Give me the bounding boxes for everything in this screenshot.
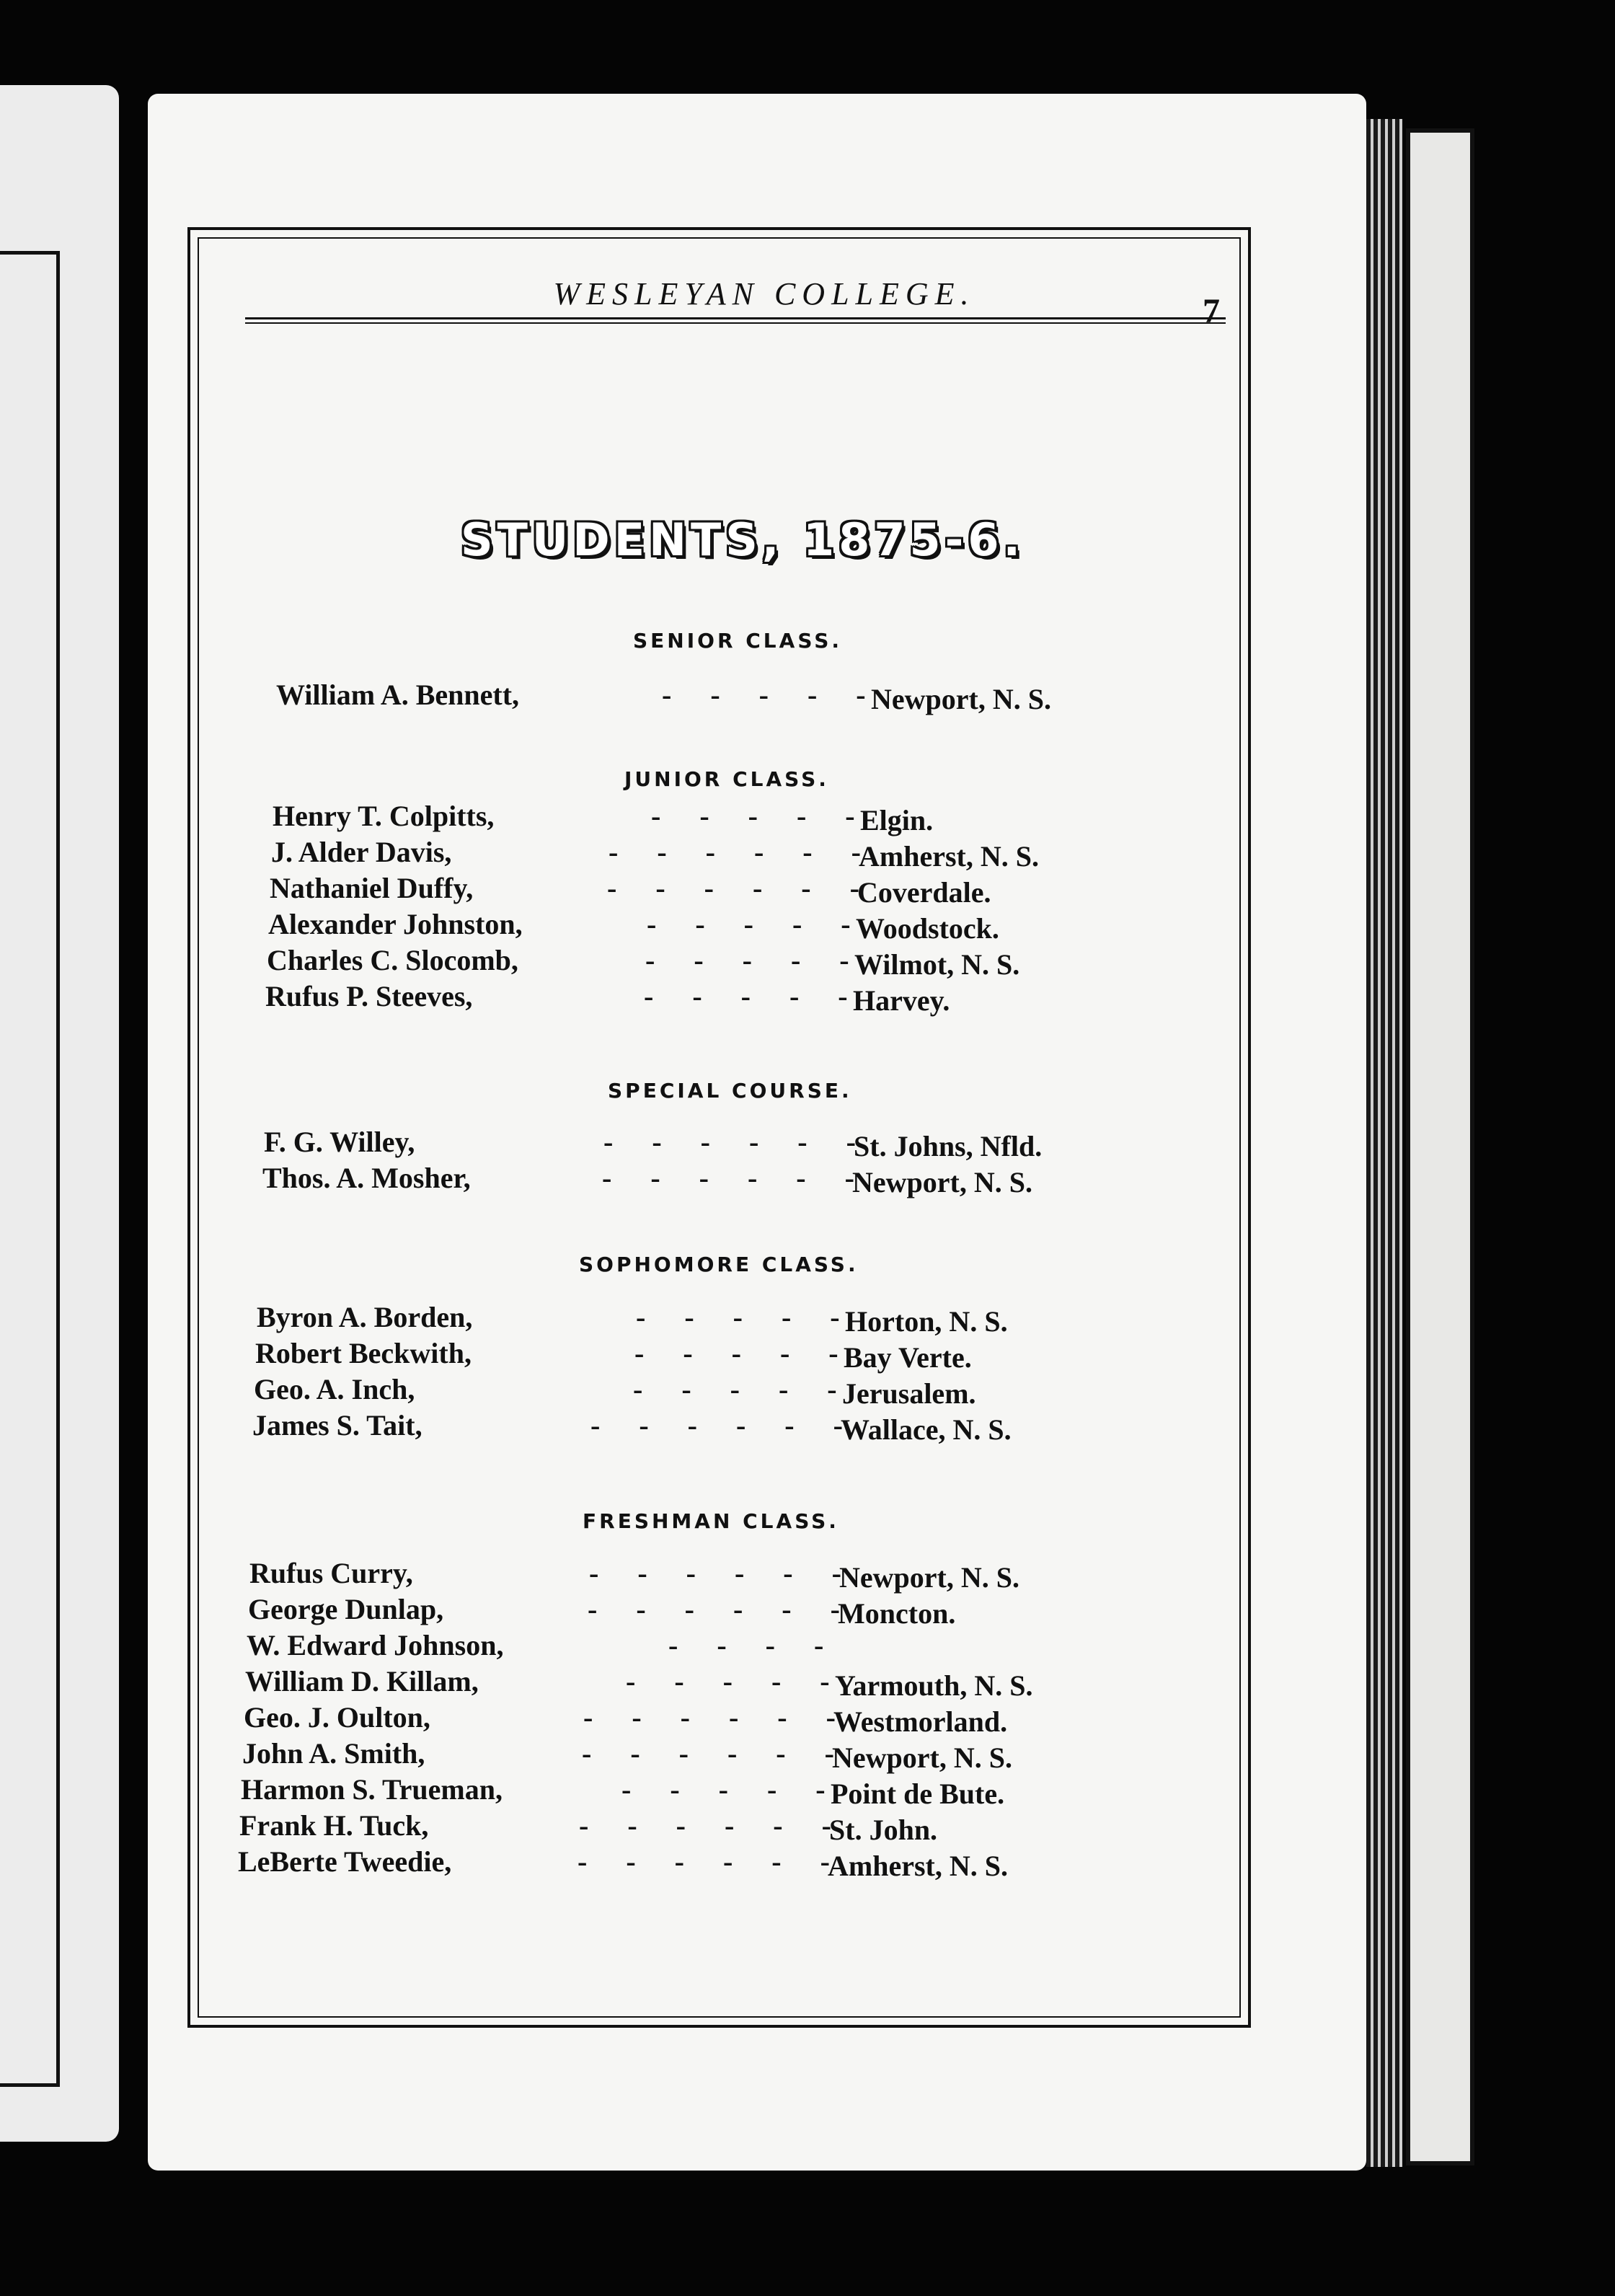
section-heading: FRESHMAN CLASS.: [583, 1509, 839, 1533]
student-hometown: Wallace, N. S.: [841, 1413, 1012, 1446]
page-stack-edge: [1366, 119, 1402, 2167]
student-name: LeBerte Tweedie,: [238, 1845, 452, 1878]
student-name: Geo. J. Oulton,: [244, 1701, 430, 1734]
section-heading: JUNIOR CLASS.: [624, 767, 829, 791]
student-name: Charles C. Slocomb,: [267, 944, 518, 976]
dot-leader: - - - - -: [645, 944, 849, 976]
student-name: James S. Tait,: [252, 1409, 422, 1441]
dot-leader: - - - - - -: [583, 1701, 836, 1734]
dot-leader: - - - - - -: [588, 1593, 840, 1625]
student-hometown: Newport, N. S.: [832, 1741, 1012, 1774]
dot-leader: - - - - -: [644, 980, 848, 1012]
dot-leader: - - - - - -: [609, 836, 861, 868]
running-head: WESLEYAN COLLEGE.: [553, 276, 975, 312]
running-head-rule: [245, 317, 1226, 324]
dot-leader: - - - - -: [662, 679, 866, 711]
student-name: J. Alder Davis,: [271, 836, 452, 868]
dot-leader: - - - - - -: [603, 1126, 856, 1158]
student-name: Thos. A. Mosher,: [262, 1162, 471, 1194]
page-title: STUDENTS, 1875-6.: [460, 513, 1025, 566]
student-name: Geo. A. Inch,: [254, 1373, 415, 1405]
student-name: Rufus Curry,: [249, 1557, 413, 1589]
dot-leader: - - - - - -: [590, 1409, 843, 1441]
dot-leader: - - - - - -: [579, 1809, 831, 1842]
section-heading: SENIOR CLASS.: [633, 629, 843, 653]
student-hometown: St. Johns, Nfld.: [854, 1130, 1043, 1162]
student-name: Byron A. Borden,: [257, 1301, 473, 1333]
student-hometown: Jerusalem.: [842, 1377, 976, 1410]
dot-leader: - - - -: [668, 1629, 824, 1661]
student-name: John A. Smith,: [242, 1737, 425, 1770]
student-name: George Dunlap,: [248, 1593, 444, 1625]
student-hometown: Newport, N. S.: [871, 683, 1051, 715]
dot-leader: - - - - -: [626, 1665, 830, 1697]
dot-leader: - - - - - -: [602, 1162, 854, 1194]
student-name: Nathaniel Duffy,: [270, 872, 474, 904]
student-hometown: St. John.: [829, 1814, 938, 1846]
student-hometown: Harvey.: [853, 984, 950, 1017]
student-hometown: Bay Verte.: [844, 1341, 972, 1374]
student-name: William D. Killam,: [245, 1665, 479, 1697]
student-hometown: Amherst, N. S.: [828, 1850, 1008, 1882]
left-page-edge: [0, 85, 119, 2142]
student-hometown: Woodstock.: [856, 912, 999, 945]
book-gutter: [119, 79, 148, 2149]
student-hometown: Newport, N. S.: [839, 1561, 1019, 1594]
student-hometown: Westmorland.: [833, 1705, 1008, 1738]
dot-leader: - - - - -: [621, 1773, 826, 1806]
student-name: F. G. Willey,: [264, 1126, 415, 1158]
back-cover-edge: [1406, 128, 1474, 2165]
page-number: 7: [1203, 292, 1220, 330]
dot-leader: - - - - -: [636, 1301, 840, 1333]
student-name: Robert Beckwith,: [255, 1337, 472, 1369]
student-hometown: Newport, N. S.: [852, 1166, 1032, 1198]
section-heading: SOPHOMORE CLASS.: [579, 1253, 859, 1276]
student-hometown: Wilmot, N. S.: [854, 948, 1020, 981]
student-hometown: Point de Bute.: [831, 1778, 1005, 1810]
student-name: Henry T. Colpitts,: [273, 800, 495, 832]
student-hometown: Amherst, N. S.: [859, 840, 1039, 873]
dot-leader: - - - - - -: [589, 1557, 841, 1589]
student-hometown: Yarmouth, N. S.: [835, 1669, 1033, 1702]
student-name: W. Edward Johnson,: [247, 1629, 504, 1661]
dot-leader: - - - - -: [651, 800, 855, 832]
section-heading: SPECIAL COURSE.: [608, 1079, 852, 1103]
student-hometown: Horton, N. S.: [845, 1305, 1008, 1338]
student-name: Frank H. Tuck,: [239, 1809, 429, 1842]
dot-leader: - - - - -: [633, 1373, 837, 1405]
student-hometown: Elgin.: [860, 804, 934, 836]
dot-leader: - - - - -: [647, 908, 851, 940]
student-hometown: Coverdale.: [857, 876, 991, 909]
dot-leader: - - - - - -: [578, 1845, 830, 1878]
dot-leader: - - - - - -: [607, 872, 859, 904]
student-name: Rufus P. Steeves,: [265, 980, 473, 1012]
student-name: Alexander Johnston,: [268, 908, 523, 940]
student-hometown: Moncton.: [838, 1597, 956, 1630]
dot-leader: - - - - - -: [582, 1737, 834, 1770]
student-name: William A. Bennett,: [276, 679, 520, 711]
student-name: Harmon S. Trueman,: [241, 1773, 503, 1806]
dot-leader: - - - - -: [634, 1337, 839, 1369]
